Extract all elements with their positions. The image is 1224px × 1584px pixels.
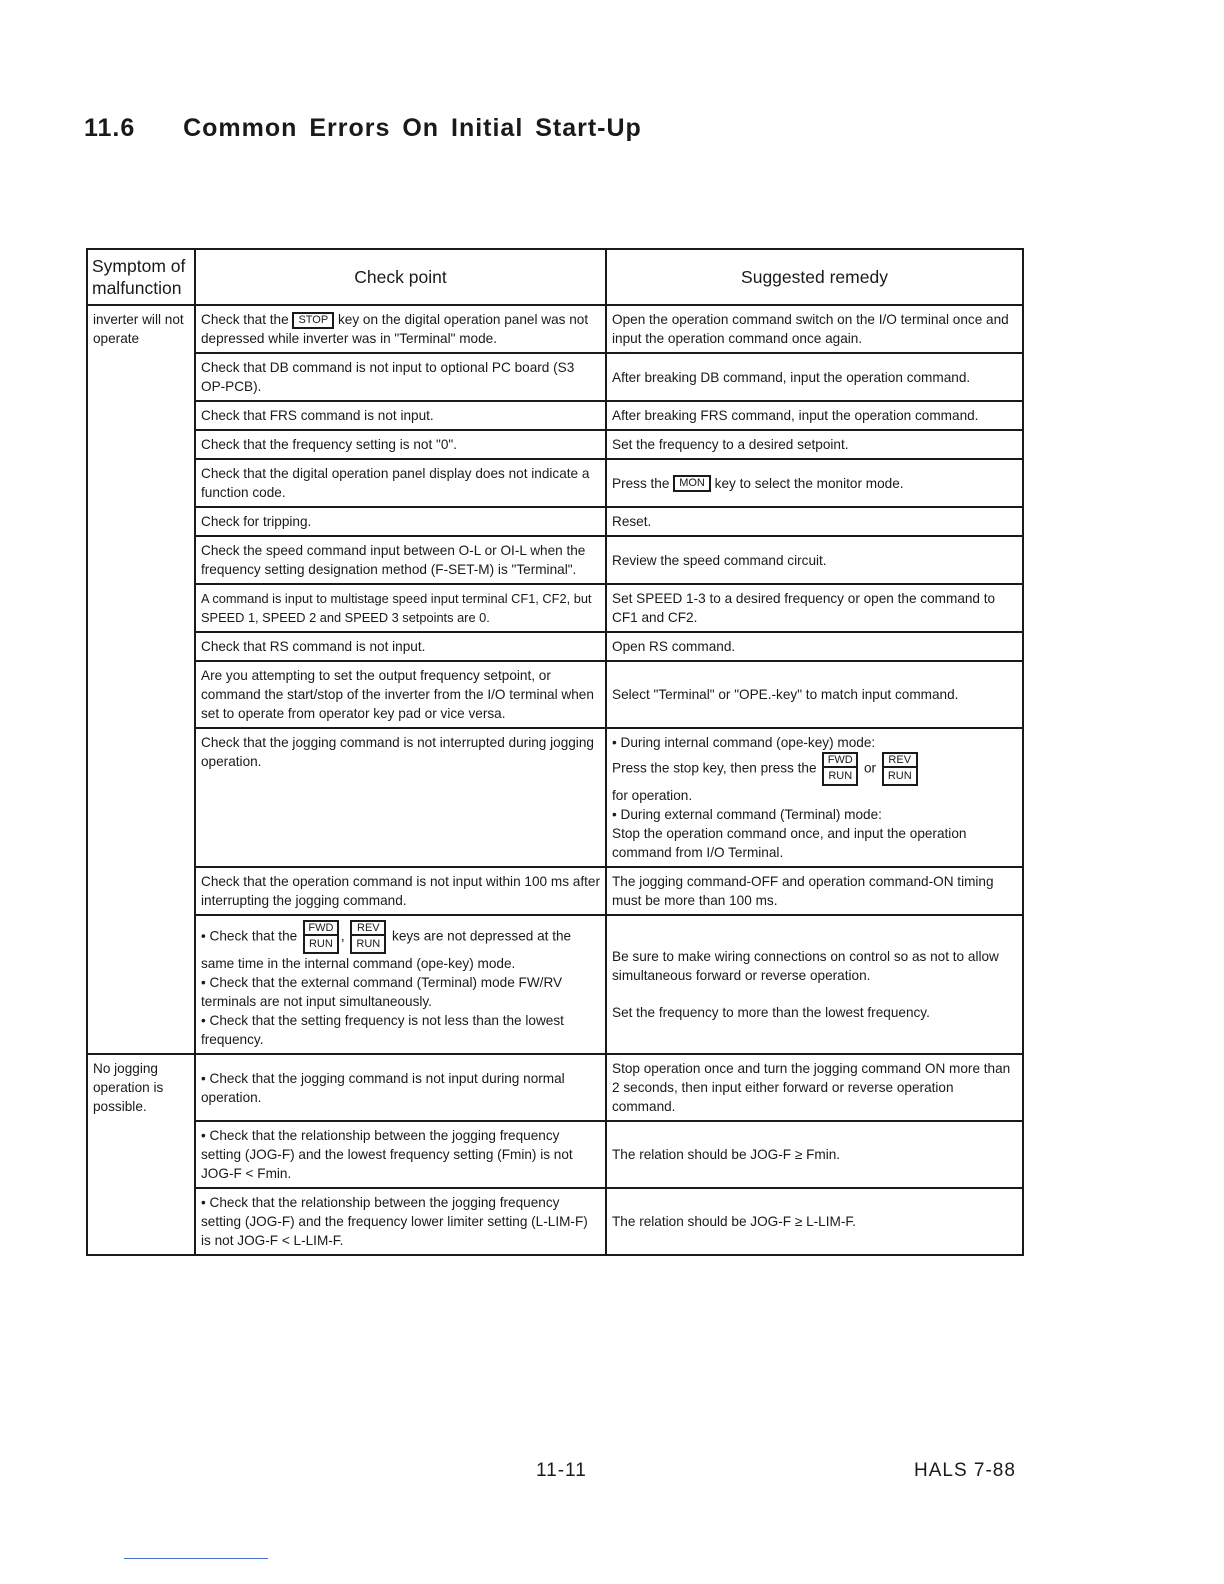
table-row [87,507,1023,536]
symptom-cell: No jogging operation is possible. [87,1054,195,1255]
check-cell: Check that FRS command is not input. [195,401,606,430]
remedy-cell: Stop operation once and turn the jogging command ON more than 2 seconds, then input either forward or reverse operation command. [606,1054,1023,1121]
table-row [87,728,1023,867]
remedy-cell: Review the speed command circuit. [606,536,1023,584]
remedy-cell: Select "Terminal" or "OPE.-key" to match input command. [606,661,1023,728]
table-row [87,632,1023,661]
table-row [87,430,1023,459]
table-row [87,661,1023,728]
check-cell: • Check that the FWD RUN , REV RUN keys are not depressed at the same time in the internal command (ope-key) mode. • Check that the external command (Terminal) mode FW/RV terminals are not input simultaneously. • Check that the setting frequency is not less than the lowest frequency. [195,915,606,1054]
check-cell: Check that the frequency setting is not "0". [195,430,606,459]
table-row [87,353,1023,401]
table-row [87,867,1023,915]
header-check-point: Check point [195,249,606,305]
check-cell: Are you attempting to set the output frequency setpoint, or command the start/stop of the inverter from the I/O terminal when set to operate from operator key pad or vice versa. [195,661,606,728]
table-row [87,1054,1023,1121]
check-cell: Check that the operation command is not input within 100 ms after interrupting the jogging command. [195,867,606,915]
remedy-cell: After breaking FRS command, input the operation command. [606,401,1023,430]
remedy-cell: Set SPEED 1-3 to a desired frequency or open the command to CF1 and CF2. [606,584,1023,632]
remedy-cell: The relation should be JOG-F ≥ L-LIM-F. [606,1188,1023,1255]
remedy-cell: Open RS command. [606,632,1023,661]
header-symptom: Symptom of malfunction [87,249,195,305]
remedy-cell: The relation should be JOG-F ≥ Fmin. [606,1121,1023,1188]
check-cell: • Check that the relationship between the jogging frequency setting (JOG-F) and the lowest frequency setting (Fmin) is not JOG-F < Fmin. [195,1121,606,1188]
page-number: 11-11 [536,1460,587,1481]
fwd-run-key-icon: FWD RUN [303,920,339,954]
table-header-row [87,249,1023,305]
footer-rule [124,1558,268,1559]
table-row [87,305,1023,353]
table-row [87,401,1023,430]
section-title: Common Errors On Initial Start-Up [183,114,642,142]
table-row [87,536,1023,584]
remedy-cell: Be sure to make wiring connections on control so as not to allow simultaneous forward or reverse operation. Set the frequency to more than the lowest frequency. [606,915,1023,1054]
check-cell: Check the speed command input between O-L or OI-L when the frequency setting designation method (F-SET-M) is "Terminal". [195,536,606,584]
rev-run-key-icon: REV RUN [882,752,918,786]
remedy-cell: Reset. [606,507,1023,536]
check-cell: • Check that the jogging command is not input during normal operation. [195,1054,606,1121]
table-row [87,1188,1023,1255]
stop-key-icon: STOP [292,312,334,329]
check-cell: A command is input to multistage speed input terminal CF1, CF2, but SPEED 1, SPEED 2 and SPEED 3 setpoints are 0. [195,584,606,632]
remedy-cell: Press the MON key to select the monitor mode. [606,459,1023,507]
remedy-cell: Open the operation command switch on the I/O terminal once and input the operation command once again. [606,305,1023,353]
table-row [87,915,1023,1054]
check-cell: Check that the jogging command is not interrupted during jogging operation. [195,728,606,867]
check-cell: Check that DB command is not input to optional PC board (S3 OP-PCB). [195,353,606,401]
errors-table [86,248,1024,1256]
fwd-run-key-icon: FWD RUN [822,752,858,786]
check-cell: • Check that the relationship between the jogging frequency setting (JOG-F) and the frequency lower limiter setting (L-LIM-F) is not JOG-F < L-LIM-F. [195,1188,606,1255]
check-cell: Check that the digital operation panel display does not indicate a function code. [195,459,606,507]
symptom-cell: inverter will not operate [87,305,195,1054]
table-row [87,584,1023,632]
document-code: HALS 7-88 [914,1460,1016,1481]
check-cell: Check that the STOP key on the digital operation panel was not depressed while inverter was in "Terminal" mode. [195,305,606,353]
check-cell: Check for tripping. [195,507,606,536]
table-row [87,1121,1023,1188]
rev-run-key-icon: REV RUN [350,920,386,954]
check-cell: Check that RS command is not input. [195,632,606,661]
remedy-cell: After breaking DB command, input the operation command. [606,353,1023,401]
remedy-cell: • During internal command (ope-key) mode: Press the stop key, then press the FWD RUN or REV RUN for operation. • During external command (Terminal) mode: Stop the operation command once, and input the operation command from I/O Terminal. [606,728,1023,867]
remedy-cell: Set the frequency to a desired setpoint. [606,430,1023,459]
table-row [87,459,1023,507]
page-title [84,114,642,143]
header-suggested-remedy: Suggested remedy [606,249,1023,305]
mon-key-icon: MON [673,475,711,492]
remedy-cell: The jogging command-OFF and operation command-ON timing must be more than 100 ms. [606,867,1023,915]
section-number: 11.6 [84,114,136,142]
